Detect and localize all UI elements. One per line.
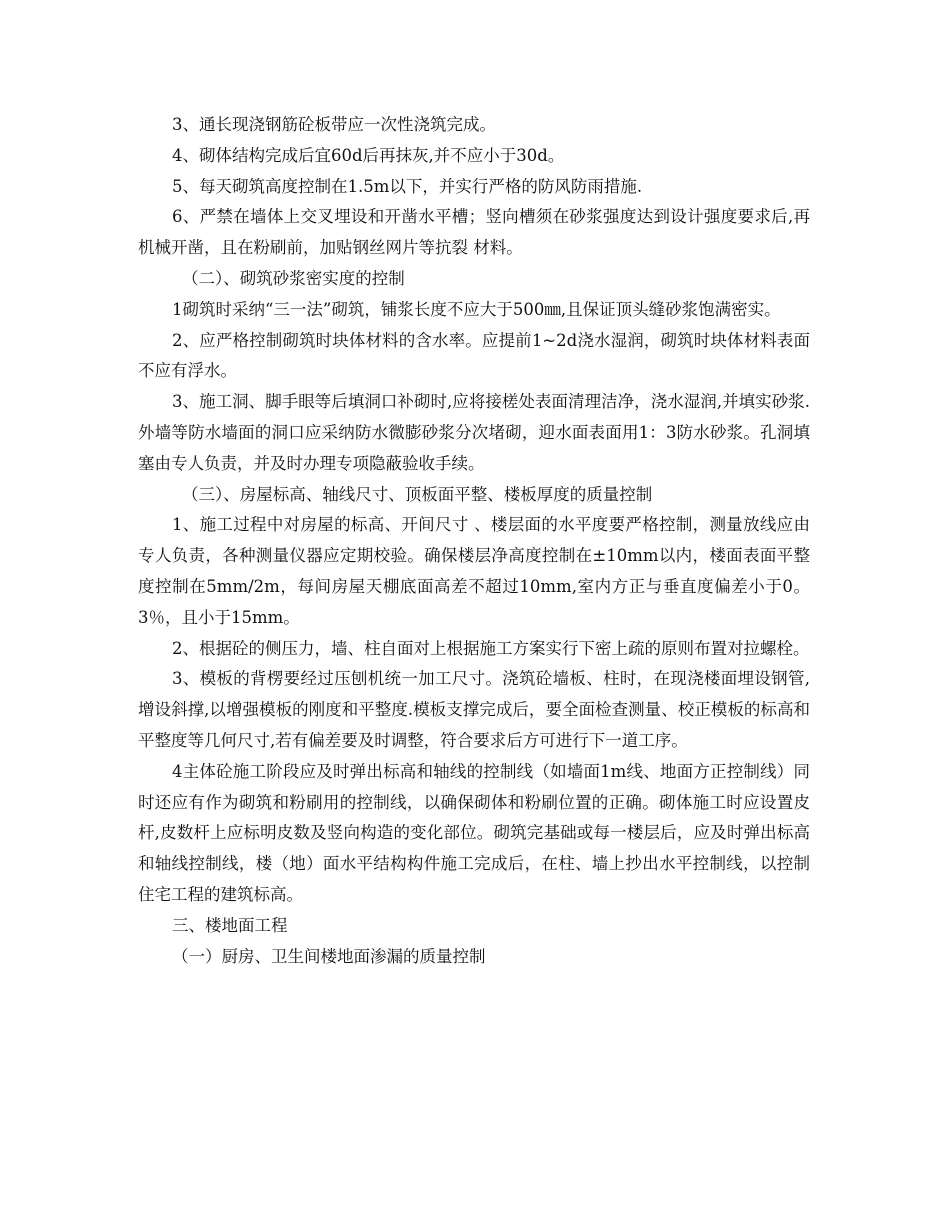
paragraph-mortar-3: 3、施工洞、脚手眼等后填洞口补砌时,应将接槎处表面清理洁净，浇水湿润,并填实砂浆.外墙等防水墙面的洞口应采纳防水微膨砂浆分次堵砌，迎水面表面用1：3防水砂浆。孔洞填塞由专人负责，并及时办理专项隐蔽验收手续。 — [138, 392, 810, 473]
paragraph-elevation-2: 2、根据砼的侧压力，墙、柱自面对上根据施工方案实行下密上疏的原则布置对拉螺栓。 — [172, 638, 810, 658]
section-heading-elevation-control: （三）、房屋标高、轴线尺寸、顶板面平整、楼板厚度的质量控制 — [182, 484, 653, 504]
document-body — [138, 110, 810, 972]
section-heading-mortar-density: （二）、砌筑砂浆密实度的控制 — [182, 268, 405, 288]
chapter-heading-floor-works: 三、楼地面工程 — [172, 915, 288, 935]
paragraph-item-4: 4、砌体结构完成后宜60d后再抹灰,并不应小于30d。 — [172, 145, 565, 165]
paragraph-elevation-1: 1、施工过程中对房屋的标高、开间尺寸 、楼层面的水平度要严格控制，测量放线应由专人负责，各种测量仪器应定期校验。确保楼层净高度控制在±10mm以内，楼面表面平整度控制在5mm/2m，每间房屋天棚底面高差不超过10mm,室内方正与垂直度偏差小于0。3％，且小于15mm。 — [138, 515, 810, 627]
paragraph-mortar-1: 1砌筑时采纳“三一法”砌筑，铺浆长度不应大于500㎜,且保证顶头缝砂浆饱满密实。 — [172, 299, 781, 319]
paragraph-item-3: 3、通长现浇钢筋砼板带应一次性浇筑完成。 — [172, 115, 496, 134]
section-heading-kitchen-bathroom-leakage: （一）厨房、卫生间楼地面渗漏的质量控制 — [172, 946, 486, 966]
paragraph-elevation-3: 3、模板的背楞要经过压刨机统一加工尺寸。浇筑砼墙板、柱时，在现浇楼面埋设钢管,增设斜撑,以增强模板的刚度和平整度.模板支撑完成后，要全面检查测量、校正模板的标高和平整度等几何尺寸,若有偏差要及时调整，符合要求后方可进行下一道工序。 — [138, 669, 810, 750]
paragraph-mortar-2: 2、应严格控制砌筑时块体材料的含水率。应提前1~2d浇水湿润，砌筑时块体材料表面不应有浮水。 — [138, 330, 810, 381]
paragraph-item-5: 5、每天砌筑高度控制在1.5m以下，并实行严格的防风防雨措施. — [172, 176, 643, 196]
paragraph-item-6: 6、严禁在墙体上交叉埋设和开凿水平槽；竖向槽须在砂浆强度达到设计强度要求后,再机械开凿，且在粉刷前，加贴钢丝网片等抗裂 材料。 — [138, 207, 810, 258]
paragraph-elevation-4: 4主体砼施工阶段应及时弹出标高和轴线的控制线（如墙面1m线、地面方正控制线）同时还应有作为砌筑和粉刷用的控制线，以确保砌体和粉刷位置的正确。砌体施工时应设置皮杆,皮数杆上应标明皮数及竖向构造的变化部位。砌筑完基础或每一楼层后，应及时弹出标高和轴线控制线，楼（地）面水平结构构件施工完成后，在柱、墙上抄出水平控制线，以控制住宅工程的建筑标高。 — [138, 761, 810, 904]
